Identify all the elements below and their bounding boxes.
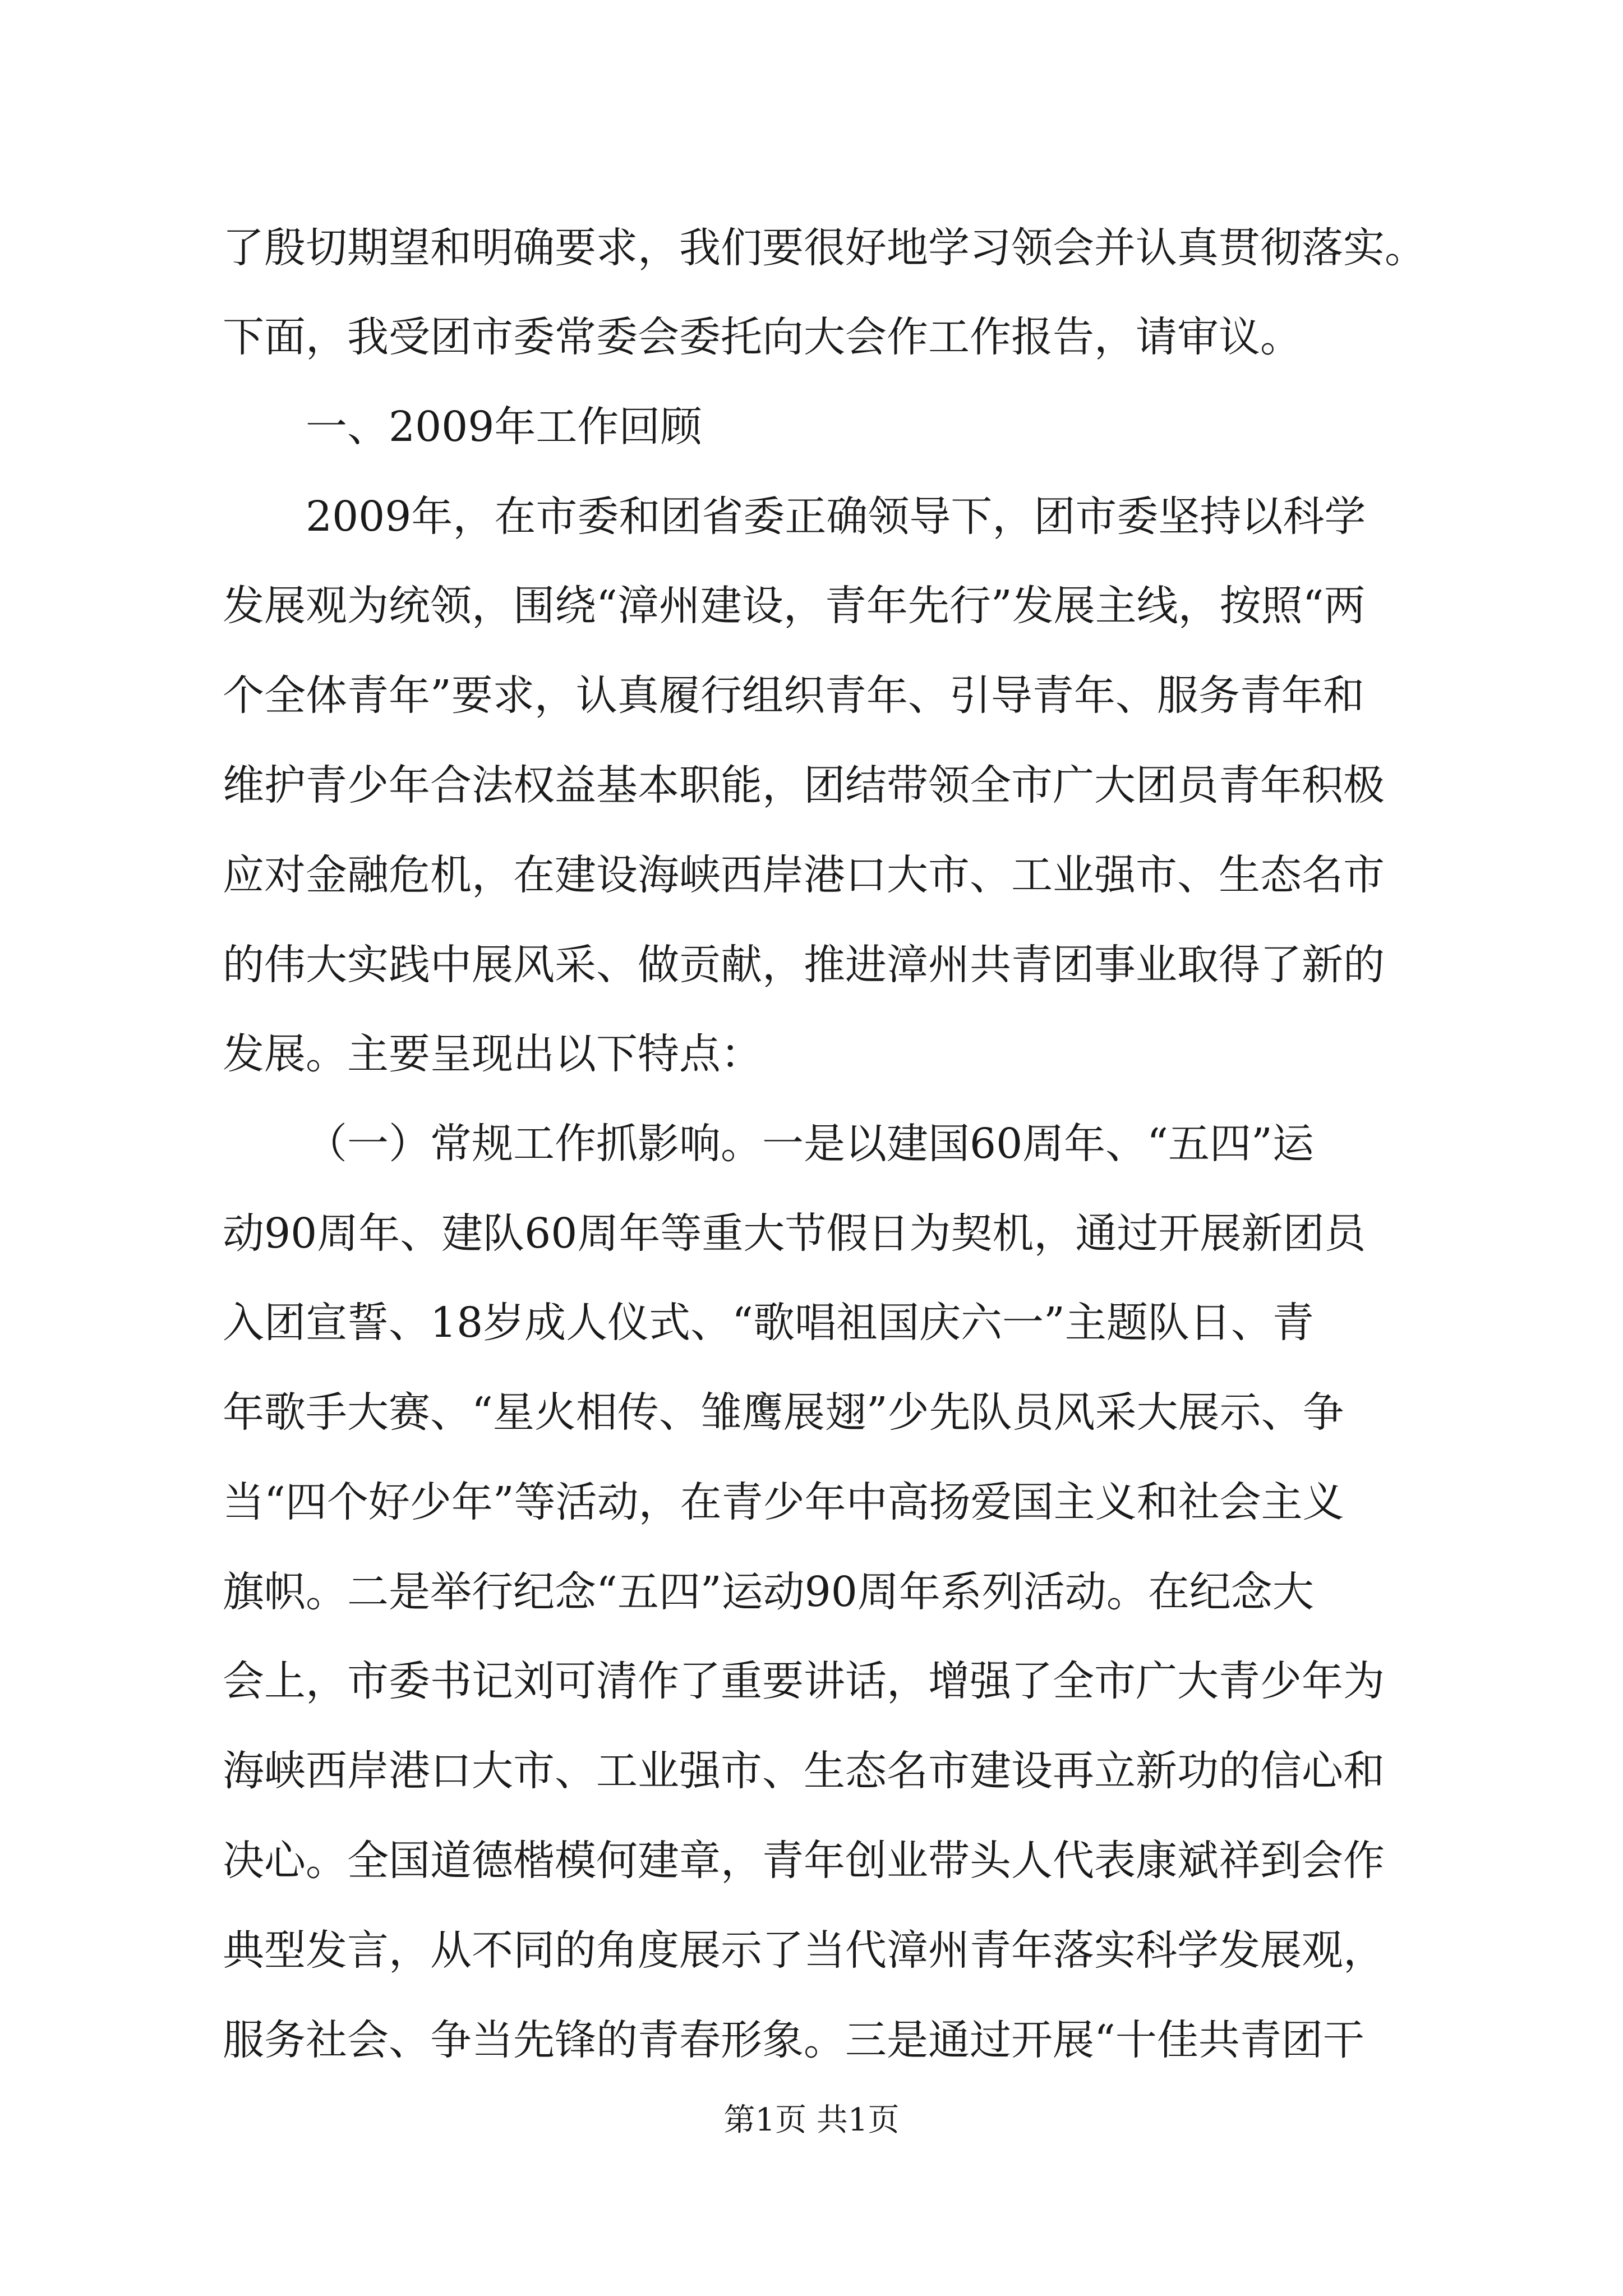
text-line: 应对金融危机，在建设海峡西岸港口大市、工业强市、生态名市 bbox=[223, 851, 1385, 899]
text-line: 典型发言，从不同的角度展示了当代漳州青年落实科学发展观， bbox=[223, 1926, 1385, 1975]
text-line: 决心。全国道德楷模何建章，青年创业带头人代表康斌祥到会作 bbox=[223, 1837, 1385, 1885]
text-line: 当“四个好少年”等活动，在青少年中高扬爱国主义和社会主义 bbox=[223, 1478, 1344, 1526]
text-line: 服务社会、争当先锋的青春形象。三是通过开展“十佳共青团干 bbox=[223, 2016, 1364, 2064]
text-line: 下面，我受团市委常委会委托向大会作工作报告，请审议。 bbox=[223, 313, 1302, 361]
text-line: （一）常规工作抓影响。一是以建国60周年、“五四”运 bbox=[306, 1120, 1314, 1168]
text-line: 发展观为统领，围绕“漳州建设，青年先行”发展主线，按照“两 bbox=[223, 582, 1366, 630]
text-line: 维护青少年合法权益基本职能，团结带领全市广大团员青年积极 bbox=[223, 761, 1385, 809]
text-line: 会上，市委书记刘可清作了重要讲话，增强了全市广大青少年为 bbox=[223, 1657, 1385, 1705]
page-footer: 第1页 共1页 bbox=[723, 2102, 900, 2138]
text-line: 个全体青年”要求，认真履行组织青年、引导青年、服务青年和 bbox=[223, 671, 1364, 720]
text-line: 发展。主要呈现出以下特点： bbox=[223, 1030, 762, 1078]
text-line: 入团宣誓、18岁成人仪式、“歌唱祖国庆六一”主题队日、青 bbox=[223, 1299, 1314, 1347]
text-line: 旗帜。二是举行纪念“五四”运动90周年系列活动。在纪念大 bbox=[223, 1568, 1314, 1616]
text-line: 的伟大实践中展风采、做贡献，推进漳州共青团事业取得了新的 bbox=[223, 941, 1385, 989]
text-line: 海峡西岸港口大市、工业强市、生态名市建设再立新功的信心和 bbox=[223, 1747, 1385, 1795]
text-line: 2009年，在市委和团省委正确领导下，团市委坚持以科学 bbox=[306, 493, 1366, 541]
text-line: 年歌手大赛、“星火相传、雏鹰展翅”少先队员风采大展示、争 bbox=[223, 1388, 1344, 1437]
section-heading: 一、2009年工作回顾 bbox=[306, 403, 702, 451]
text-line: 动90周年、建队60周年等重大节假日为契机，通过开展新团员 bbox=[223, 1209, 1366, 1258]
text-line: 了殷切期望和明确要求，我们要很好地学习领会并认真贯彻落实。 bbox=[223, 224, 1426, 272]
